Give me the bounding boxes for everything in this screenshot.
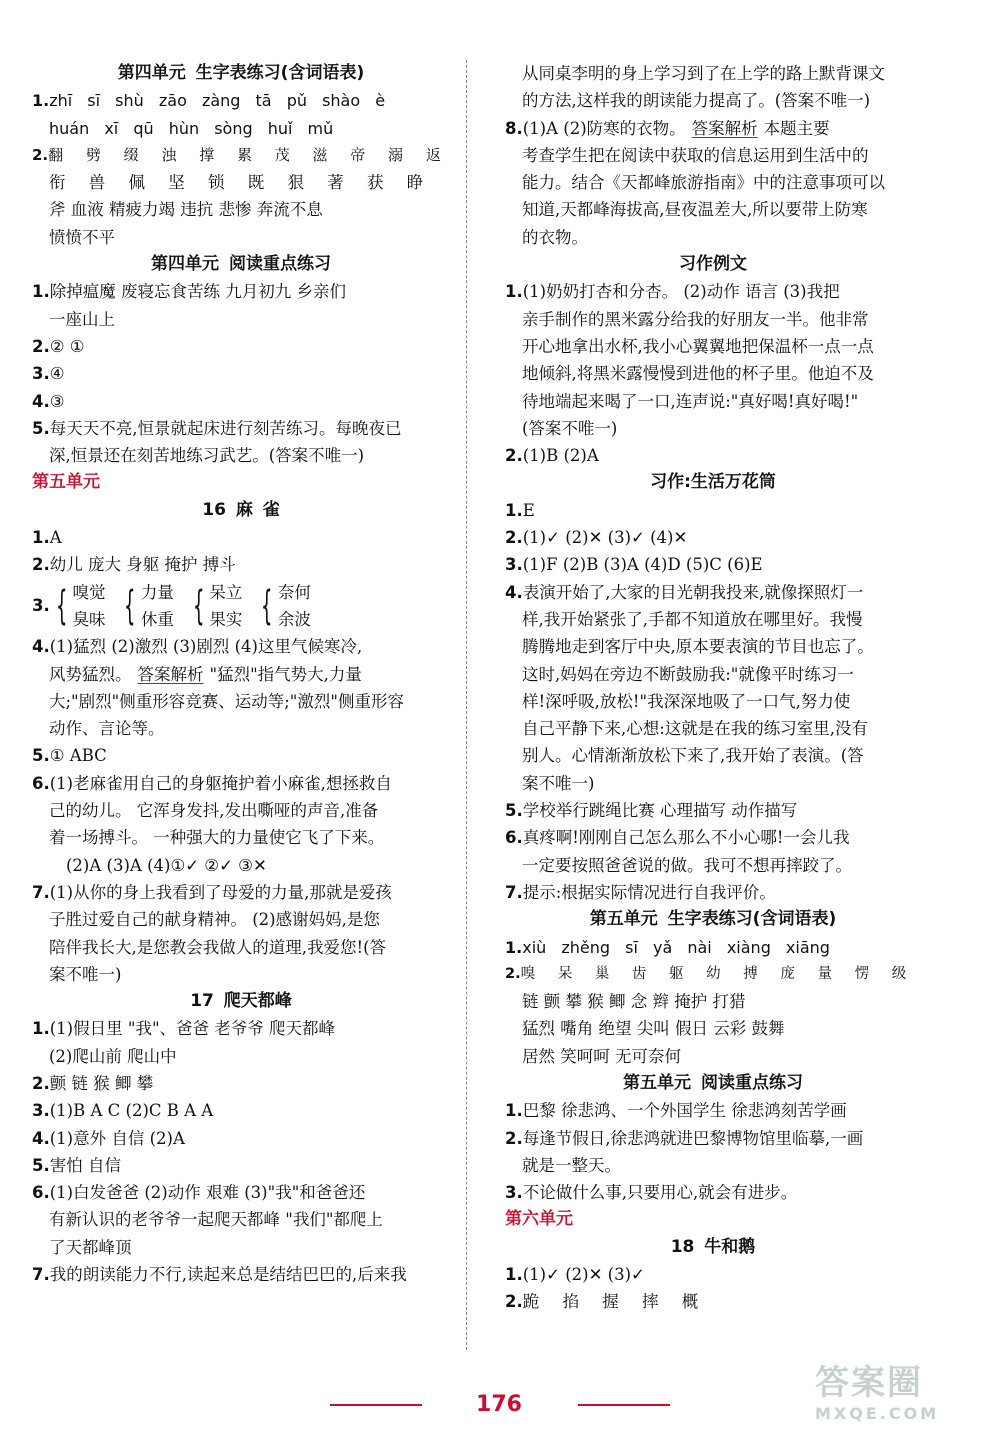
answer-line: 样,我开始紧张了,手都不知道放在哪里好。我慢: [522, 609, 863, 629]
watermark-logo-text: 答案圈: [815, 1363, 923, 1403]
answer-line: 亲手制作的黑米露分给我的好朋友一半。他非常: [522, 309, 869, 329]
answer-analysis-tag: 答案解析: [691, 118, 758, 138]
answer-line: 1.(1)✓ (2)✕ (3)✓: [505, 1265, 645, 1285]
section-heading: 第四单元 阅读重点练习: [151, 254, 331, 275]
answer-line: 3.(1)F (2)B (3)A (4)D (5)C (6)E: [505, 555, 763, 575]
section-heading: 习作:生活万花筒: [650, 472, 776, 493]
answer-line: 1.巴黎 徐悲鸿、一个外国学生 徐悲鸿刻苦学画: [505, 1101, 847, 1121]
answer-analysis-tag: 答案解析: [137, 664, 204, 684]
answer-line: 愤愤不平: [49, 227, 115, 247]
answer-line: 2.(1)B (2)A: [505, 446, 599, 466]
answer-line: 居然 笑呵呵 无可奈何: [522, 1046, 681, 1066]
answer-line: 5.每天天不亮,恒景就起床进行刻苦练习。每晚夜已: [32, 418, 402, 438]
unit-title: 第五单元: [32, 472, 100, 493]
answer-line: 大;"剧烈"侧重形容竞赛、运动等;"激烈"侧重形容: [49, 691, 404, 711]
answer-line: 自己平静下来,心想:这就是在我的练习室里,没有: [522, 719, 869, 739]
answer-line: 1.A: [32, 528, 62, 548]
footer-rule-right: [578, 1404, 670, 1406]
answer-line: 一座山上: [49, 309, 115, 329]
answer-line: 1.除掉瘟魔 废寝忘食苦练 九月初九 乡亲们: [32, 282, 346, 302]
answer-line: 动作、言论等。: [49, 719, 165, 739]
answer-line: 能力。结合《天都峰旅游指南》中的注意事项可以: [522, 173, 885, 193]
answer-line: 陪伴我长大,是您教会我做人的道理,我爱您!(答: [49, 937, 387, 957]
answer-line: 别人。心情渐渐放松下来了,我开始了表演。(答: [522, 746, 864, 766]
answer-line: 风势猛烈。 答案解析 "猛烈"指气势大,力量: [49, 664, 362, 684]
answer-line: 2.幼儿 庞大 身躯 掩护 搏斗: [32, 555, 236, 575]
answer-line: 2.每逢节假日,徐悲鸿就进巴黎博物馆里临摹,一画: [505, 1128, 864, 1148]
answer-line: 开心地拿出水杯,我小心翼翼地把保温杯一点一点: [522, 336, 874, 356]
answer-line: 一定要按照爸爸说的做。我可不想再摔跤了。: [522, 855, 852, 875]
answer-line: 5.学校举行跳绳比赛 心理描写 动作描写: [505, 801, 798, 821]
answer-line: 2.颤 链 猴 鲫 攀: [32, 1073, 154, 1093]
answer-line: 己的幼儿。 它浑身发抖,发出嘶哑的声音,准备: [49, 801, 379, 821]
column-divider: [466, 60, 467, 1350]
answer-line: 4.(1)意外 自信 (2)A: [32, 1128, 185, 1148]
answer-line: 待地端起来喝了一口,连声说:"真好喝!真好喝!": [522, 391, 859, 411]
right-column: [505, 60, 921, 1316]
answer-line: 1.xiù zhěng sī yǎ nài xiàng xiāng: [505, 937, 830, 957]
answer-line: 2.翻 劈 缀 浊 撑 累 茂 滋 帝 溺 返: [32, 145, 450, 164]
answer-line: 知道,天都峰海拔高,昼夜温差大,所以要带上防寒: [522, 200, 868, 220]
answer-line: 案不唯一): [522, 773, 595, 793]
watermark-url: MXQE.COM: [815, 1404, 940, 1423]
answer-line: 衔 兽 佩 坚 锁 既 狠 著 获 睁: [49, 173, 433, 193]
answer-line: 5.害怕 自信: [32, 1155, 121, 1175]
answer-line: 从同桌李明的身上学习到了在上学的路上默背课文: [522, 64, 885, 83]
footer-rule-left: [330, 1404, 422, 1406]
answer-line: 2.(1)✓ (2)✕ (3)✓ (4)✕: [505, 528, 688, 548]
answer-line: 6.(1)老麻雀用自己的身躯掩护着小麻雀,想拯救自: [32, 773, 392, 793]
answer-line: 的衣物。: [522, 227, 588, 247]
answer-line: 的方法,这样我的朗读能力提高了。(答案不唯一): [522, 91, 871, 111]
answer-line: 1.E: [505, 500, 535, 520]
answer-line: 4.表演开始了,大家的目光朝我投来,就像探照灯一: [505, 582, 864, 602]
left-column: [32, 60, 450, 1288]
answer-line: 案不唯一): [49, 964, 122, 984]
answer-line: (答案不唯一): [522, 418, 618, 438]
answer-line: 着一场搏斗。 一种强大的力量使它飞了下来。: [49, 828, 385, 848]
answer-line: 就是一整天。: [522, 1155, 621, 1175]
answer-line: 7.提示:根据实际情况进行自我评价。: [505, 882, 776, 902]
answer-line: 7.(1)从你的身上我看到了母爱的力量,那就是爱孩: [32, 882, 392, 902]
word-pair: { 嗅觉 臭味: [55, 582, 106, 629]
answer-line: 腾腾地走到客厅中央,原本要表演的节目也忘了。: [522, 637, 874, 657]
answer-line: 样!深呼吸,放松!"我深深地吸了一口气,努力使: [522, 691, 851, 711]
lesson-heading: 17 爬天都峰: [190, 991, 292, 1012]
lesson-heading: 16 麻 雀: [202, 499, 280, 520]
answer-line: (2)A (3)A (4)①✓ ②✓ ③✕: [66, 855, 267, 875]
answer-line: (2)爬山前 爬山中: [49, 1046, 177, 1066]
answer-line: 这时,妈妈在旁边不断鼓励我:"就像平时练习一: [522, 664, 854, 684]
answer-line: 2.嗅 呆 巢 齿 躯 幼 搏 庞 量 愣 级: [505, 965, 916, 982]
answer-line: 地倾斜,将黑米露慢慢到进他的杯子里。他迫不及: [522, 364, 874, 384]
word-pair: { 呆立 果实: [192, 582, 243, 629]
answer-line: 8.(1)A (2)防寒的衣物。 答案解析 本题主要: [505, 118, 830, 138]
section-heading: 习作例文: [679, 254, 747, 275]
unit-title: 第六单元: [505, 1209, 573, 1230]
answer-line: 4.(1)猛烈 (2)激烈 (3)剧烈 (4)这里气候寒冷,: [32, 637, 363, 657]
word-pair: { 奈何 余波: [261, 582, 311, 629]
answer-line: 6.真疼啊!刚刚自己怎么那么不小心哪!一会儿我: [505, 828, 850, 848]
answer-line: 1.(1)假日里 "我"、爸爸 老爷爷 爬天都峰: [32, 1019, 336, 1039]
answer-line: 深,恒景还在刻苦地练习武艺。(答案不唯一): [49, 446, 365, 466]
answer-line: huán xī qū hùn sòng huǐ mǔ: [49, 118, 334, 138]
answer-line: 4.③: [32, 391, 65, 411]
lesson-heading: 18 牛和鹅: [670, 1236, 756, 1257]
section-heading: 第四单元 生字表练习(含词语表): [117, 63, 365, 83]
answer-line: 有新认识的老爷爷一起爬天都峰 "我们"都爬上: [49, 1210, 383, 1230]
word-pairs: 3. { 嗅觉 臭味 { 力量 休重 { 呆立 果实 { 奈何 余波: [32, 579, 450, 634]
answer-line: 1.(1)奶奶打杏和分杏。 (2)动作 语言 (3)我把: [505, 282, 840, 302]
answer-line: 5.① ABC: [32, 746, 107, 766]
answer-line: 2.② ①: [32, 336, 85, 356]
answer-line: 2.跪 掐 握 摔 概: [505, 1292, 708, 1312]
answer-line: 3.④: [32, 364, 65, 384]
answer-line: 子胜过爱自己的献身精神。 (2)感谢妈妈,是您: [49, 910, 380, 930]
answer-line: 考查学生把在阅读中获取的信息运用到生活中的: [522, 145, 869, 165]
section-heading: 第五单元 生字表练习(含词语表): [589, 909, 837, 930]
answer-line: 3.不论做什么事,只要用心,就会有进步。: [505, 1183, 798, 1203]
answer-line: 了天都峰顶: [49, 1237, 132, 1257]
watermark-logo: [815, 1355, 990, 1427]
answer-line: 斧 血液 精疲力竭 违抗 悲惨 奔流不息: [49, 200, 323, 220]
answer-line: 链 颤 攀 猴 鲫 念 辫 掩护 打猎: [522, 992, 746, 1012]
answer-line: 猛烈 嘴角 绝望 尖叫 假日 云彩 鼓舞: [522, 1019, 785, 1039]
answer-line: 1.zhī sī shù zāo zàng tā pǔ shào è: [32, 91, 386, 111]
answer-line: 3.(1)B A C (2)C B A A: [32, 1101, 214, 1121]
word-pair: { 力量 休重: [124, 582, 174, 629]
section-heading: 第五单元 阅读重点练习: [623, 1072, 803, 1093]
answer-line: 7.我的朗读能力不行,读起来总是结结巴巴的,后来我: [32, 1265, 407, 1285]
page-number: 176: [464, 1390, 534, 1420]
answer-line: 6.(1)白发爸爸 (2)动作 艰难 (3)"我"和爸爸还: [32, 1183, 366, 1203]
